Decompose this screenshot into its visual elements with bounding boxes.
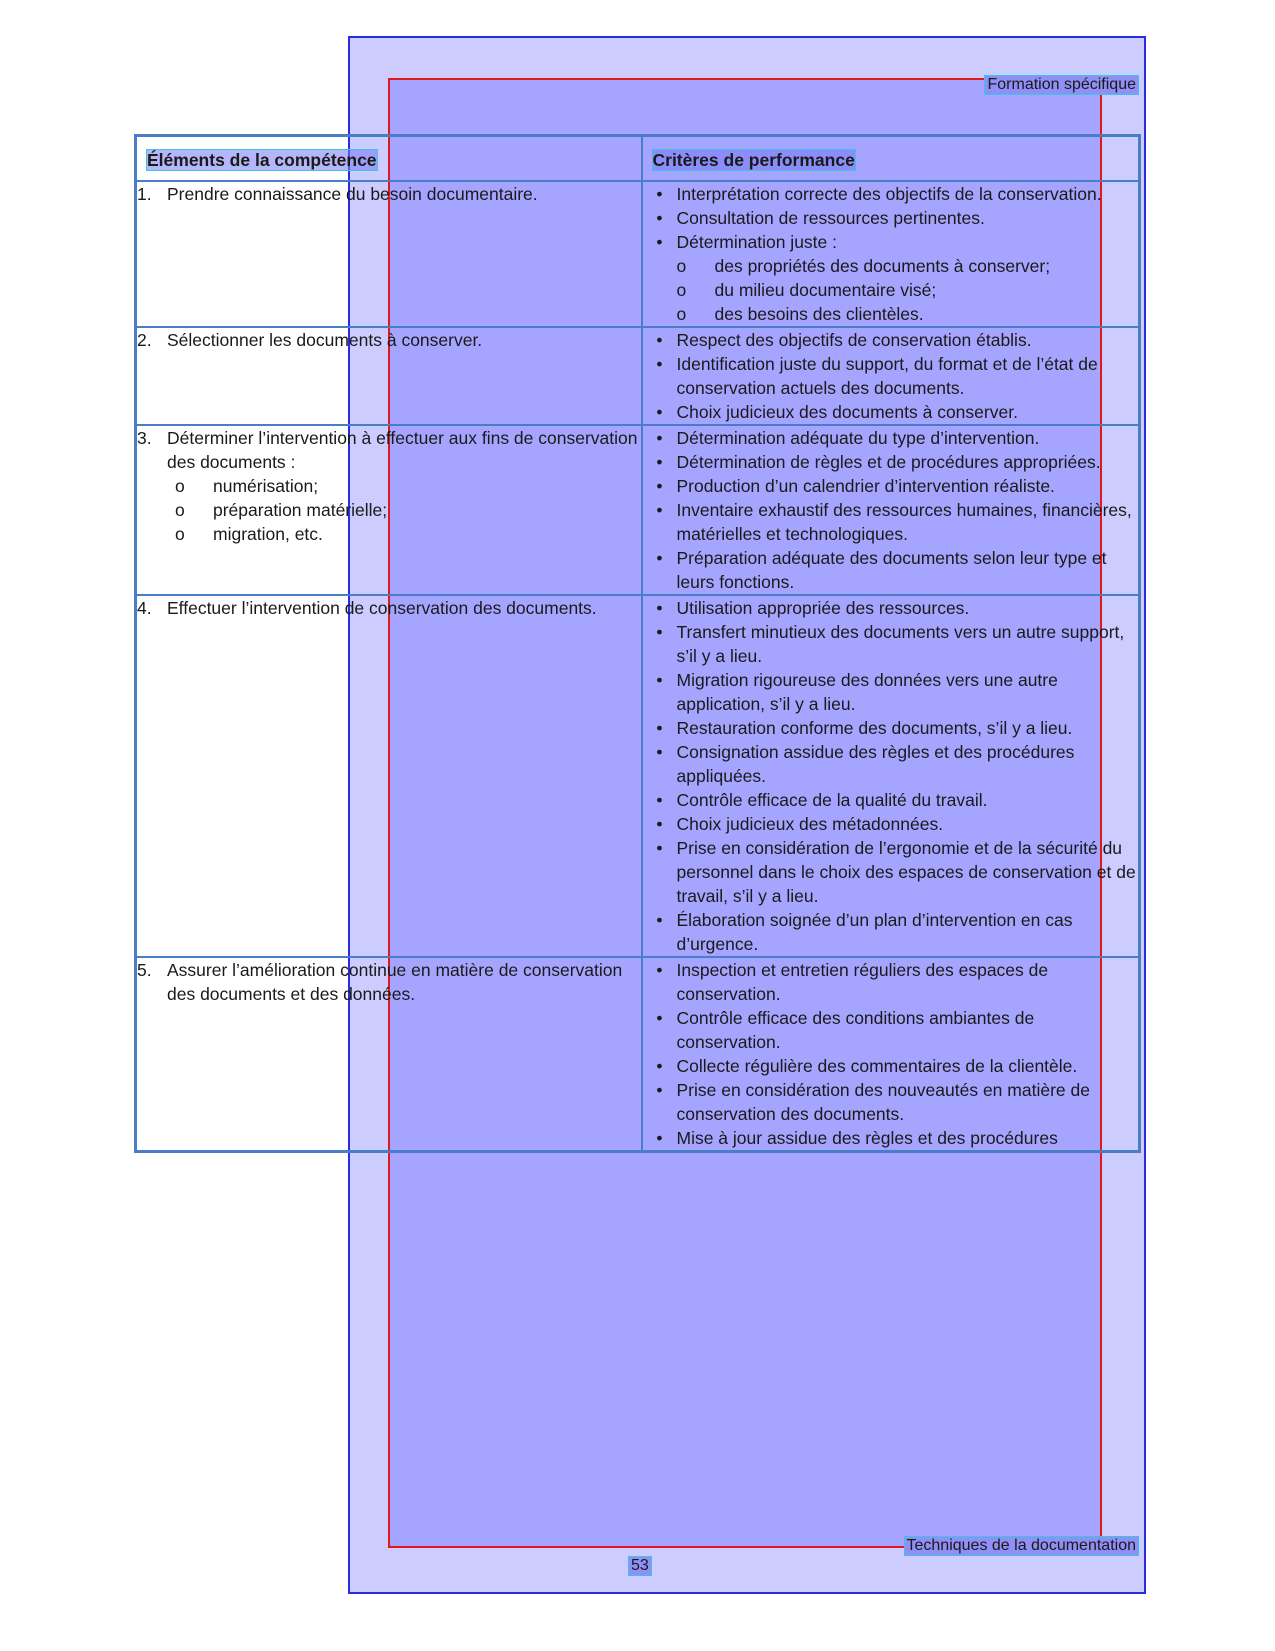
criterion-text: Préparation adéquate des documents selon leur type et leurs fonctions.	[676, 548, 1107, 592]
element-text: Assurer l’amélioration continue en matière de conservation des documents et des données.	[167, 960, 623, 1004]
bullet-icon: •	[656, 184, 663, 204]
criteria-list	[643, 958, 1139, 1150]
list-item	[643, 668, 1139, 716]
list-item	[677, 302, 1051, 326]
criterion-text: Contrôle efficace de la qualité du travail.	[676, 790, 988, 810]
list-item	[643, 836, 1139, 908]
competence-element	[137, 328, 641, 352]
list-item	[643, 182, 1139, 206]
circle-bullet-icon: o	[676, 304, 687, 324]
list-item	[643, 812, 1139, 836]
element-text: Prendre connaissance du besoin documentaire.	[167, 184, 538, 204]
criteria-cell	[642, 327, 1140, 425]
element-cell	[136, 327, 642, 425]
competence-element	[137, 958, 641, 1006]
criterion-text: Choix judicieux des métadonnées.	[676, 814, 944, 834]
criterion-text: Utilisation appropriée des ressources.	[676, 598, 970, 618]
running-footer: Techniques de la documentation	[904, 1536, 1140, 1556]
criterion-text: Détermination juste :	[676, 232, 837, 252]
criterion-text: Migration rigoureuse des données vers une autre application, s’il y a lieu.	[676, 670, 1058, 714]
competence-element	[137, 426, 641, 474]
criteria-cell	[642, 957, 1140, 1152]
bullet-icon: •	[656, 354, 663, 374]
table-row	[136, 595, 1140, 957]
list-item	[643, 908, 1139, 956]
competence-table	[134, 134, 1141, 1153]
bullet-icon: •	[656, 910, 663, 930]
criterion-text: Détermination de règles et de procédures appropriées.	[676, 452, 1101, 472]
list-item	[677, 254, 1051, 278]
circle-bullet-icon: o	[175, 524, 185, 544]
sub-list-container	[643, 254, 1139, 326]
criterion-text: Mise à jour assidue des règles et des procédures	[676, 1128, 1058, 1148]
list-item	[643, 206, 1139, 230]
criterion-text: Restauration conforme des documents, s’il y a lieu.	[676, 718, 1073, 738]
list-item	[643, 1054, 1139, 1078]
criterion-text: Inspection et entretien réguliers des espaces de conservation.	[676, 960, 1049, 1004]
element-number: 3.	[137, 428, 152, 448]
table-header-row	[136, 136, 1140, 182]
bullet-icon: •	[656, 548, 663, 568]
sub-item-text: migration, etc.	[213, 524, 323, 544]
bullet-icon: •	[656, 718, 663, 738]
criterion-text: Collecte régulière des commentaires de la clientèle.	[676, 1056, 1078, 1076]
criteria-list	[643, 426, 1139, 594]
criterion-text: Prise en considération des nouveautés en matière de conservation des documents.	[676, 1080, 1090, 1124]
circle-bullet-icon: o	[676, 256, 687, 276]
page-number: 53	[628, 1556, 652, 1576]
sub-item-text: du milieu documentaire visé;	[714, 280, 937, 300]
criterion-text: Identification juste du support, du format et de l’état de conservation actuels des documents.	[676, 354, 1098, 398]
bullet-icon: •	[656, 402, 663, 422]
list-item	[643, 328, 1139, 352]
bullet-icon: •	[656, 1080, 663, 1100]
table-row	[136, 957, 1140, 1152]
bullet-icon: •	[656, 232, 663, 252]
criteria-cell	[642, 181, 1140, 327]
bullet-icon: •	[656, 790, 663, 810]
list-item	[643, 788, 1139, 812]
bullet-icon: •	[656, 670, 663, 690]
list-item	[643, 740, 1139, 788]
element-text: Déterminer l’intervention à effectuer aux fins de conservation des documents :	[167, 428, 638, 472]
bullet-icon: •	[656, 742, 663, 762]
circle-bullet-icon: o	[175, 500, 185, 520]
bullet-icon: •	[656, 960, 663, 980]
criterion-text: Consignation assidue des règles et des procédures appliquées.	[676, 742, 1075, 786]
criterion-text: Prise en considération de l’ergonomie et de la sécurité du personnel dans le choix des espaces de conservation et de travail, s’il y a lieu.	[676, 838, 1136, 906]
element-number: 5.	[137, 960, 152, 980]
criteria-sub-list	[643, 254, 1051, 326]
bullet-icon: •	[656, 1056, 663, 1076]
header-elements: Éléments de la compétence	[136, 136, 642, 182]
list-item	[677, 278, 1051, 302]
list-item	[643, 1006, 1139, 1054]
list-item	[643, 620, 1139, 668]
bullet-icon: •	[656, 208, 663, 228]
sub-item-text: numérisation;	[213, 476, 319, 496]
list-item	[643, 546, 1139, 594]
list-item	[643, 426, 1139, 450]
list-item	[175, 498, 641, 522]
table-row	[136, 425, 1140, 595]
bullet-icon: •	[656, 838, 663, 858]
circle-bullet-icon: o	[676, 280, 687, 300]
element-text: Sélectionner les documents à conserver.	[167, 330, 483, 350]
element-text: Effectuer l’intervention de conservation des documents.	[167, 598, 597, 618]
list-item	[643, 716, 1139, 740]
list-item	[643, 450, 1139, 474]
bullet-icon: •	[656, 598, 663, 618]
list-item	[643, 596, 1139, 620]
element-number: 1.	[137, 184, 152, 204]
criterion-text: Consultation de ressources pertinentes.	[676, 208, 985, 228]
table-row	[136, 327, 1140, 425]
list-item	[643, 230, 1139, 254]
circle-bullet-icon: o	[175, 476, 185, 496]
criteria-list	[643, 596, 1139, 956]
sub-item-text: des besoins des clientèles.	[714, 304, 924, 324]
competence-element	[137, 182, 641, 206]
criterion-text: Élaboration soignée d’un plan d’intervention en cas d’urgence.	[676, 910, 1073, 954]
criteria-list	[643, 182, 1139, 326]
bullet-icon: •	[656, 1008, 663, 1028]
sub-item-text: préparation matérielle;	[213, 500, 388, 520]
element-sub-list	[137, 474, 641, 546]
criterion-text: Production d’un calendrier d’intervention réaliste.	[676, 476, 1055, 496]
competence-element	[137, 596, 641, 620]
header-criteria: Critères de performance	[642, 136, 1140, 182]
bullet-icon: •	[656, 500, 663, 520]
bullet-icon: •	[656, 330, 663, 350]
bullet-icon: •	[656, 622, 663, 642]
element-number: 2.	[137, 330, 152, 350]
bullet-icon: •	[656, 428, 663, 448]
criterion-text: Interprétation correcte des objectifs de la conservation.	[676, 184, 1102, 204]
list-item	[175, 474, 641, 498]
criterion-text: Respect des objectifs de conservation établis.	[676, 330, 1032, 350]
list-item	[643, 958, 1139, 1006]
list-item	[643, 400, 1139, 424]
list-item	[643, 474, 1139, 498]
bullet-icon: •	[656, 814, 663, 834]
running-header: Formation spécifique	[984, 75, 1139, 95]
criterion-text: Contrôle efficace des conditions ambiantes de conservation.	[676, 1008, 1035, 1052]
table-row	[136, 181, 1140, 327]
element-cell	[136, 957, 642, 1152]
sub-item-text: des propriétés des documents à conserver;	[714, 256, 1051, 276]
list-item	[175, 522, 641, 546]
bullet-icon: •	[656, 476, 663, 496]
criterion-text: Choix judicieux des documents à conserver.	[676, 402, 1018, 422]
element-cell	[136, 595, 642, 957]
criterion-text: Inventaire exhaustif des ressources humaines, financières, matérielles et technologiques.	[676, 500, 1132, 544]
element-number: 4.	[137, 598, 152, 618]
element-cell	[136, 181, 642, 327]
list-item	[643, 1126, 1139, 1150]
list-item	[643, 352, 1139, 400]
list-item	[643, 498, 1139, 546]
bullet-icon: •	[656, 1128, 663, 1148]
criterion-text: Détermination adéquate du type d’intervention.	[676, 428, 1040, 448]
criteria-list	[643, 328, 1139, 424]
criteria-cell	[642, 425, 1140, 595]
bullet-icon: •	[656, 452, 663, 472]
element-cell	[136, 425, 642, 595]
list-item	[643, 1078, 1139, 1126]
criterion-text: Transfert minutieux des documents vers un autre support, s’il y a lieu.	[676, 622, 1125, 666]
criteria-cell	[642, 595, 1140, 957]
